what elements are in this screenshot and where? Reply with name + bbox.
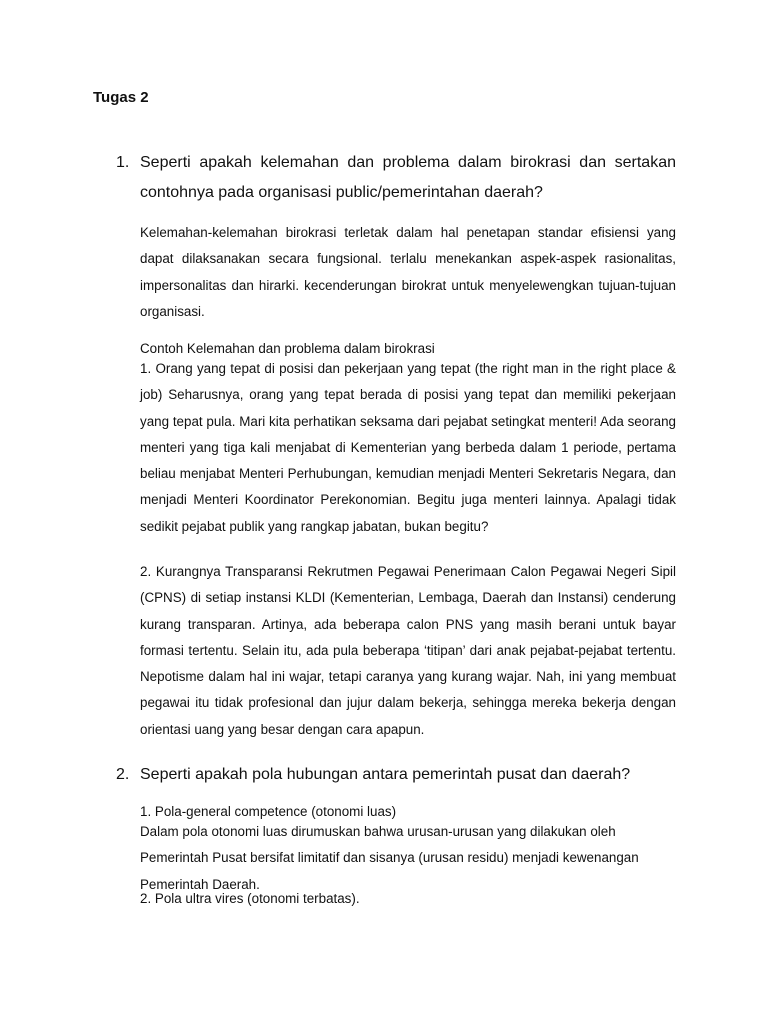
question-2 <box>116 760 676 790</box>
document-title: Tugas 2 <box>93 89 149 106</box>
question-1-text: Seperti apakah kelemahan dan problema dalam birokrasi dan sertakan contohnya pada organisasi public/pemerintahan daerah? <box>140 154 676 201</box>
answer-2-item-1-heading: 1. Pola-general competence (otonomi luas) <box>140 804 397 819</box>
example-2-paragraph: 2. Kurangnya Transparansi Rekrutmen Pegawai Penerimaan Calon Pegawai Negeri Sipil (CPNS) di setiap instansi KLDI (Kementerian, Lembaga, Daerah dan Instansi) cenderung kurang transparan. Artinya, ada beberapa calon PNS yang masih berani untuk bayar formasi tertentu. Selain itu, ada pula beberapa ‘titipan’ dari anak pejabat-pejabat tertentu. Nepotisme dalam hal ini wajar, tetapi caranya yang kurang wajar. Nah, ini yang membuat pegawai itu tidak profesional dan jujur dalam bekerja, sehingga mereka bekerja dengan orientasi uang yang besar dengan cara apapun. <box>140 564 676 737</box>
question-2-text: Seperti apakah pola hubungan antara pemerintah pusat dan daerah? <box>140 766 631 783</box>
answer-2-item-1-text: Dalam pola otonomi luas dirumuskan bahwa urusan-urusan yang dilakukan oleh Pemerintah Pusat bersifat limitatif dan sisanya (urusan residu) menjadi kewenangan Pemerintah Daerah. <box>140 824 639 892</box>
question-1-number: 1. <box>116 154 130 171</box>
question-2-number: 2. <box>116 766 130 783</box>
answer-1-paragraph: Kelemahan-kelemahan birokrasi terletak dalam hal penetapan standar efisiensi yang dapat dilaksanakan secara fungsional. terlalu menekankan aspek-aspek rasionalitas, impersonalitas dan hirarki. kecenderungan birokrat untuk menyelewengkan tujuan-tujuan organisasi. <box>140 225 676 319</box>
answer-2-item-2-heading: 2. Pola ultra vires (otonomi terbatas). <box>140 891 360 906</box>
question-1 <box>116 148 676 208</box>
examples-heading: Contoh Kelemahan dan problema dalam birokrasi <box>140 341 435 356</box>
example-1-paragraph: 1. Orang yang tepat di posisi dan pekerjaan yang tepat (the right man in the right place & job) Seharusnya, orang yang tepat berada di posisi yang tepat dan memiliki pekerjaan yang tepat pula. Mari kita perhatikan seksama dari pejabat setingkat menteri! Ada seorang menteri yang tiga kali menjabat di Kementerian yang berbeda dalam 1 periode, pertama beliau menjabat Menteri Perhubungan, kemudian menjadi Menteri Sekretaris Negara, dan menjadi Menteri Koordinator Perekonomian. Begitu juga menteri lainnya. Apalagi tidak sedikit pejabat publik yang rangkap jabatan, bukan begitu? <box>140 361 676 534</box>
